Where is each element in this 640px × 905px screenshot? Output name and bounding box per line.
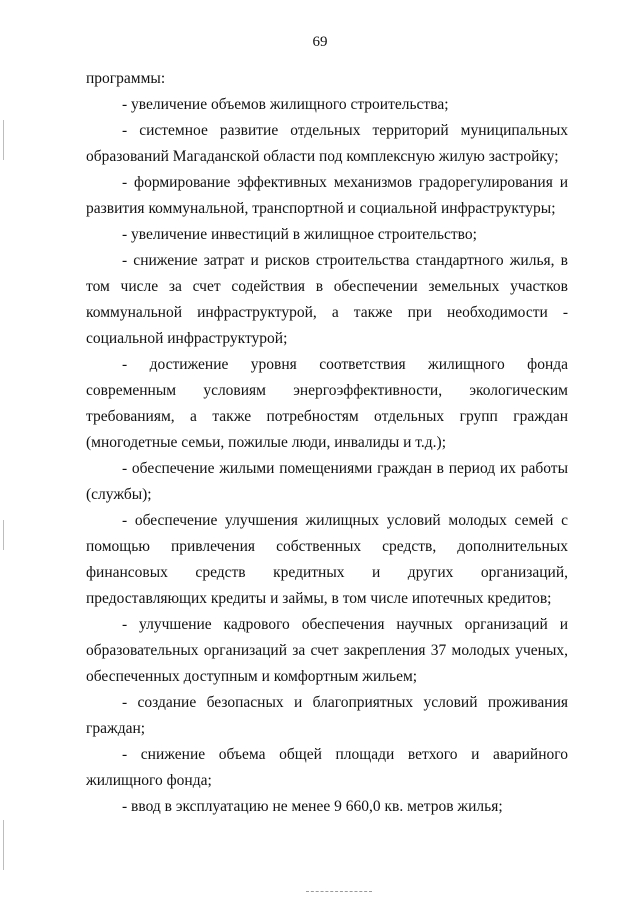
scan-edge-mark [3, 520, 4, 550]
paragraph-item: - достижение уровня соответствия жилищного фонда современным условиям энергоэффективности, экологическим требованиям, а также потребностям отдельных групп граждан (многодетные семьи, пожилые люди, инвалиды и т.д.); [86, 356, 568, 451]
paragraph-item: - обеспечение жилыми помещениями граждан в период их работы (службы); [86, 460, 568, 503]
paragraph-item: - системное развитие отдельных территорий муниципальных образований Магаданской области под комплексную жилую застройку; [86, 122, 568, 165]
paragraph-intro: программы: [86, 70, 166, 87]
paragraph-item: - обеспечение улучшения жилищных условий молодых семей с помощью привлечения собственных средств, дополнительных финансовых средств кредитных и других организаций, предоставляющих кредиты и займы, в том числе ипотечных кредитов; [86, 512, 568, 607]
paragraph-item: - формирование эффективных механизмов градорегулирования и развития коммунальной, транспортной и социальной инфраструктуры; [86, 174, 568, 217]
paragraph-item: - создание безопасных и благоприятных условий проживания граждан; [86, 694, 568, 737]
footer-rule [306, 891, 372, 892]
page-number: 69 [312, 34, 328, 50]
paragraph-item: - увеличение инвестиций в жилищное строительство; [122, 226, 477, 243]
body-text [86, 66, 568, 820]
scan-edge-mark [3, 820, 4, 870]
paragraph-item: - увеличение объемов жилищного строительства; [122, 96, 449, 113]
paragraph-item: - ввод в эксплуатацию не менее 9 660,0 кв. метров жилья; [122, 798, 503, 815]
scan-edge-mark [3, 120, 4, 160]
paragraph-item: - снижение затрат и рисков строительства стандартного жилья, в том числе за счет содействия в обеспечении земельных участков коммунальной инфраструктурой, а также при необходимости - социальной инфраструктурой; [86, 252, 568, 347]
paragraph-item: - снижение объема общей площади ветхого и аварийного жилищного фонда; [86, 746, 568, 789]
paragraph-item: - улучшение кадрового обеспечения научных организаций и образовательных организаций за счет закрепления 37 молодых ученых, обеспеченных доступным и комфортным жильем; [86, 616, 568, 685]
